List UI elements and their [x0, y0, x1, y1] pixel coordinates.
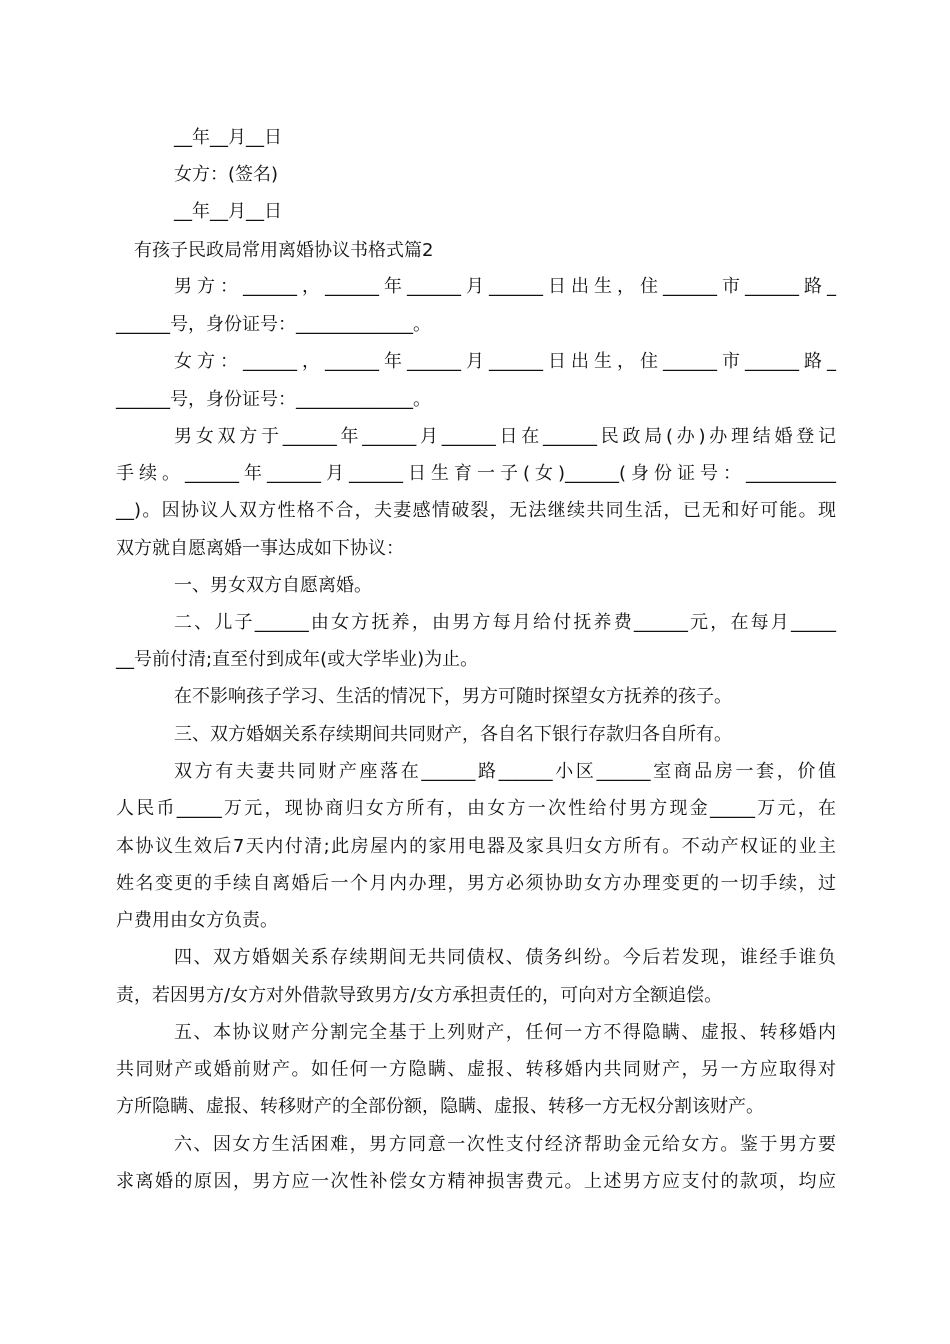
- clause-line: 三、双方婚姻关系存续期间共同财产，各自名下银行存款归各自所有。: [174, 724, 732, 745]
- body-line: 男方：______，______年______月______日出生，住______市______路_: [174, 276, 836, 297]
- date-line: __年__月__日: [174, 127, 282, 148]
- body-line: 本协议生效后7天内付清;此房屋内的家用电器及家具归女方所有。不动产权证的业主: [116, 836, 836, 857]
- clause-line: 共同财产或婚前财产。如任何一方隐瞒、虚报、转移婚内共同财产，另一方应取得对: [116, 1059, 836, 1080]
- body-line: 手续。______年______月______日生育一子(女)______(身份证号：__________: [116, 463, 836, 484]
- body-line: ______号，身份证号：_____________。: [116, 314, 431, 335]
- clause-line: 二、儿子______由女方抚养，由男方每月给付抚养费______元，在每月_____: [174, 612, 836, 633]
- body-line: 姓名变更的手续自离婚后一个月内办理，男方必须协助女方办理变更的一切手续，过: [116, 873, 836, 894]
- clause-line: 方所隐瞒、虚报、转移财产的全部份额，隐瞒、虚报、转移一方无权分割该财产。: [116, 1096, 764, 1117]
- clause-line: 四、双方婚姻关系存续期间无共同债权、债务纠纷。今后若发现，谁经手谁负: [174, 947, 836, 968]
- body-line: 男女双方于______年______月______日在______民政局(办)办理结婚登记: [174, 426, 836, 447]
- clause-line: __号前付清;直至付到成年(或大学毕业)为止。: [116, 649, 479, 670]
- date-line: __年__月__日: [174, 201, 282, 222]
- body-line: ______号，身份证号：_____________。: [116, 389, 431, 410]
- body-line: __)。因协议人双方性格不合，夫妻感情破裂，无法继续共同生活，已无和好可能。现: [116, 500, 836, 521]
- clause-line: 一、男女双方自愿离婚。: [174, 575, 372, 596]
- body-line: 双方就自愿离婚一事达成如下协议：: [116, 538, 404, 559]
- body-line: 户费用由女方负责。: [116, 910, 278, 931]
- clause-line: 在不影响孩子学习、生活的情况下，男方可随时探望女方抚养的孩子。: [174, 686, 732, 707]
- body-line: 双方有夫妻共同财产座落在______路______小区______室商品房一套，价值: [174, 761, 836, 782]
- section-title: 有孩子民政局常用离婚协议书格式篇2: [134, 240, 434, 261]
- clause-line: 求离婚的原因，男方应一次性补偿女方精神损害费元。上述男方应支付的款项，均应: [116, 1171, 836, 1192]
- clause-line: 责，若因男方/女方对外借款导致男方/女方承担责任的，可向对方全额追偿。: [116, 985, 723, 1006]
- body-line: 女方：______，______年______月______日出生，住______市______路_: [174, 351, 836, 372]
- clause-line: 五、本协议财产分割完全基于上列财产，任何一方不得隐瞒、虚报、转移婚内: [174, 1022, 836, 1043]
- wife-signature-line: 女方：(签名): [174, 164, 279, 185]
- clause-line: 六、因女方生活困难，男方同意一次性支付经济帮助金元给女方。鉴于男方要: [174, 1134, 836, 1155]
- body-line: 人民币_____万元，现协商归女方所有，由女方一次性给付男方现金_____万元，在: [116, 798, 836, 819]
